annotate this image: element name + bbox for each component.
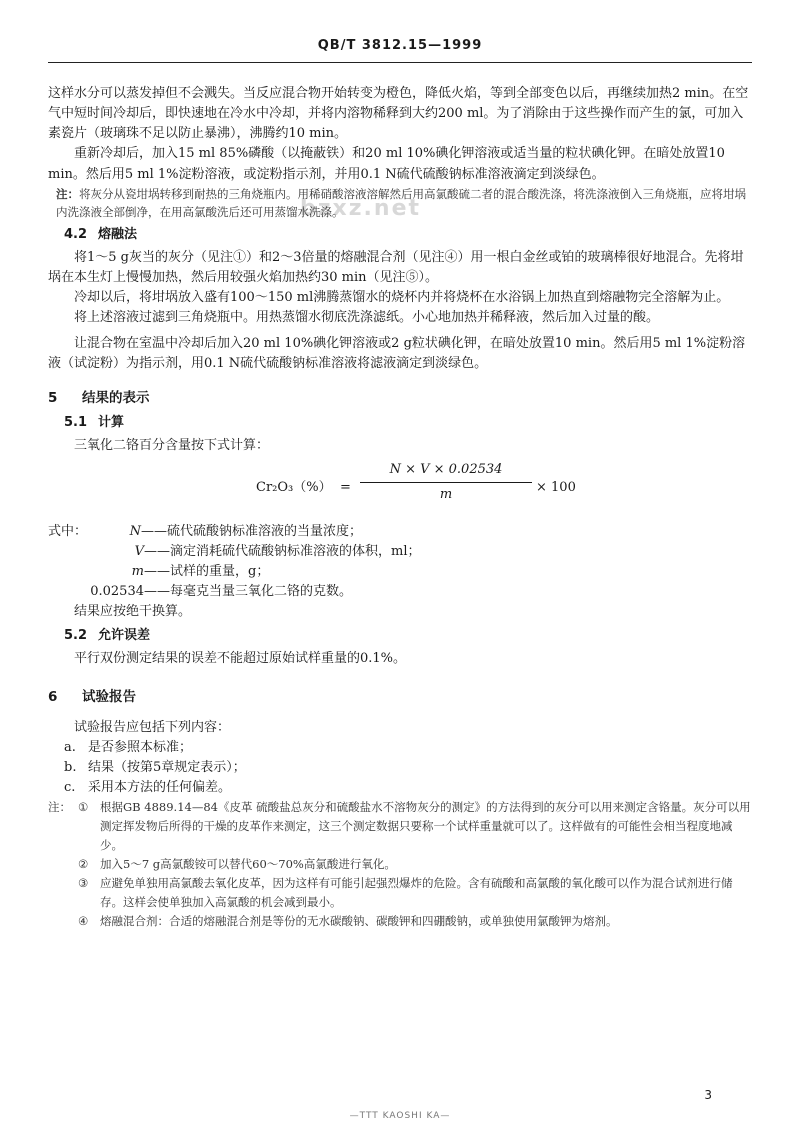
where-dash: —— — [144, 563, 170, 579]
section-number: 6 — [48, 688, 58, 705]
footnote — [48, 855, 752, 874]
list-item — [64, 778, 752, 798]
where-symbol: 0.02534 — [90, 584, 144, 600]
formula — [48, 460, 752, 516]
section-heading — [64, 413, 752, 433]
where-symbol: N — [129, 523, 142, 539]
list-label: b. — [64, 759, 77, 775]
note-label: 注： — [56, 186, 79, 201]
formula-lhs: Cr₂O₃（%） — [256, 479, 332, 495]
paragraph: 冷却以后，将坩埚放入盛有100～150 ml沸腾蒸馏水的烧杯内并将烧杯在水浴锅上加热直到熔融物完全溶解为止。 — [74, 289, 730, 305]
paragraph: 重新冷却后，加入15 ml 85%磷酸（以掩蔽铁）和20 ml 10%碘化钾溶液或适当量的粒状碘化钾。在暗处放置10 min。然后用5 ml 1%淀粉溶液，或淀粉指示剂，并用0.1 N硫代硫酸钠标准溶液滴定到淡绿色。 — [48, 146, 725, 182]
paragraph: 结果应按绝干换算。 — [74, 604, 192, 620]
where-symbol: m — [131, 563, 144, 579]
where-symbol: V — [134, 543, 144, 559]
list-label: a. — [64, 739, 76, 755]
footnote-number: ① — [78, 800, 89, 815]
where-row — [48, 562, 752, 582]
where-desc: 滴定消耗硫代硫酸钠标准溶液的体积，ml； — [170, 543, 421, 559]
footnote-text: 加入5～7 g高氯酸铵可以替代60～70%高氯酸进行氧化。 — [100, 857, 396, 872]
formula-tail: × 100 — [536, 479, 576, 495]
where-desc: 硫代硫酸钠标准溶液的当量浓度； — [167, 523, 363, 539]
footnote — [48, 874, 752, 912]
note — [56, 185, 752, 222]
where-block — [48, 522, 752, 603]
paragraph: 三氧化二铬百分含量按下式计算： — [74, 437, 270, 453]
list-item — [64, 758, 752, 778]
paragraph: 将1～5 g灰当的灰分（见注①）和2～3倍量的熔融混合剂（见注④）用一根白金丝或铂的玻璃棒很好地混合。先将坩埚在本生灯上慢慢加热，然后用较强火焰加热约30 min（见注⑤）。 — [48, 249, 744, 285]
footnote-number: ④ — [78, 913, 89, 928]
where-row — [48, 582, 752, 602]
section-title: 试验报告 — [82, 688, 136, 705]
section-title: 熔融法 — [98, 227, 138, 243]
list-item — [64, 738, 752, 758]
where-row — [48, 522, 752, 542]
formula-numerator: N × V × 0.02534 — [360, 460, 532, 483]
footnote-text: 熔融混合剂：合适的熔融混合剂是等份的无水碳酸钠、碳酸钾和四硼酸钠，或单独使用氯酸钾为熔剂。 — [100, 913, 618, 928]
footnote-text: 应避免单独用高氯酸去氧化皮革，因为这样有可能引起强烈爆炸的危险。含有硫酸和高氯酸的氧化酸可以作为混合试剂进行储存。这样会使单独加入高氯酸的机会减到最小。 — [100, 876, 733, 909]
watermark: bzxz.net — [300, 196, 422, 221]
section-heading — [48, 388, 752, 409]
section-heading — [48, 687, 752, 708]
list-text: 是否参照本标准； — [88, 739, 193, 755]
paragraph: 将上述溶液过滤到三角烧瓶中。用热蒸馏水彻底洗涤滤纸。小心地加热并稀释液，然后加入过量的酸。 — [74, 310, 660, 326]
section-heading — [64, 626, 752, 646]
where-dash: —— — [141, 523, 168, 539]
footnote-text: 根据GB 4889.14—84《皮革 硫酸盐总灰分和硫酸盐水不溶物灰分的测定》的方法得到的灰分可以用来测定含铬量。灰分可以用测定挥发物后所得的干燥的皮革作来测定，这三个测定数据只要称一个试样重量就可以了。这样做有的可能性会相当程度地减少。 — [100, 800, 751, 853]
footnote — [48, 798, 752, 855]
page-number: 3 — [704, 1088, 712, 1102]
where-label: 式中： — [48, 523, 88, 539]
section-number: 5.1 — [64, 415, 88, 431]
paragraph: 平行双份测定结果的误差不能超过原始试样重量的0.1%。 — [74, 650, 407, 666]
formula-denominator: m — [439, 486, 453, 502]
note-text: 将灰分从瓷坩埚转移到耐热的三角烧瓶内。用稀硝酸溶液溶解然后用高氯酸硫二者的混合酸洗涤，将洗涤液倒入三角烧瓶，应将坩埚内洗涤液全部倒净，在用高氯酸洗后还可用蒸馏水洗涤。 — [56, 186, 746, 220]
footnote-label: 注： — [48, 800, 71, 815]
page-header: QB/T 3812.15—1999 — [317, 38, 483, 53]
formula-equals: = — [340, 479, 351, 495]
section-number: 4.2 — [64, 227, 88, 243]
section-number: 5 — [48, 390, 58, 407]
footnote-number: ③ — [78, 876, 89, 891]
paragraph: 这样水分可以蒸发掉但不会溅失。当反应混合物开始转变为橙色，降低火焰，等到全部变色以后，再继续加热2 min。在空气中短时间冷却后，即快速地在冷水中冷却，并将内溶物稀释到大约200 ml。为了消除由于这些操作而产生的氯，可加入素瓷片（玻璃珠不足以防止暴沸），沸腾约10 min。 — [48, 86, 749, 142]
section-title: 计算 — [98, 415, 125, 431]
where-desc: 每毫克当量三氧化二铬的克数。 — [170, 584, 353, 600]
where-dash: —— — [144, 584, 170, 600]
list-label: c. — [64, 780, 76, 795]
paragraph: 试验报告应包括下列内容： — [74, 719, 231, 735]
where-dash: —— — [144, 543, 170, 559]
page-content — [48, 84, 752, 931]
list-text: 结果（按第5章规定表示）； — [88, 759, 246, 775]
section-number: 5.2 — [64, 628, 88, 644]
section-title: 结果的表示 — [82, 390, 150, 407]
section-heading — [64, 225, 752, 245]
footnote — [48, 912, 752, 931]
paragraph: 让混合物在室温中冷却后加入20 ml 10%碘化钾溶液或2 g粒状碘化钾，在暗处放置10 min。然后用5 ml 1%淀粉溶液（试淀粉）为指示剂，用0.1 N硫代硫酸钠标准溶液将滤液滴定到淡绿色。 — [48, 336, 746, 372]
formula-fraction — [360, 460, 532, 505]
where-desc: 试样的重量，g； — [170, 563, 270, 579]
section-title: 允许误差 — [98, 628, 151, 644]
where-row — [48, 542, 752, 562]
list-text: 采用本方法的任何偏差。 — [88, 780, 232, 795]
header-rule — [48, 62, 752, 63]
footer-mark: —TTT KAOSHI KA— — [349, 1111, 451, 1121]
footnote-number: ② — [78, 857, 89, 872]
